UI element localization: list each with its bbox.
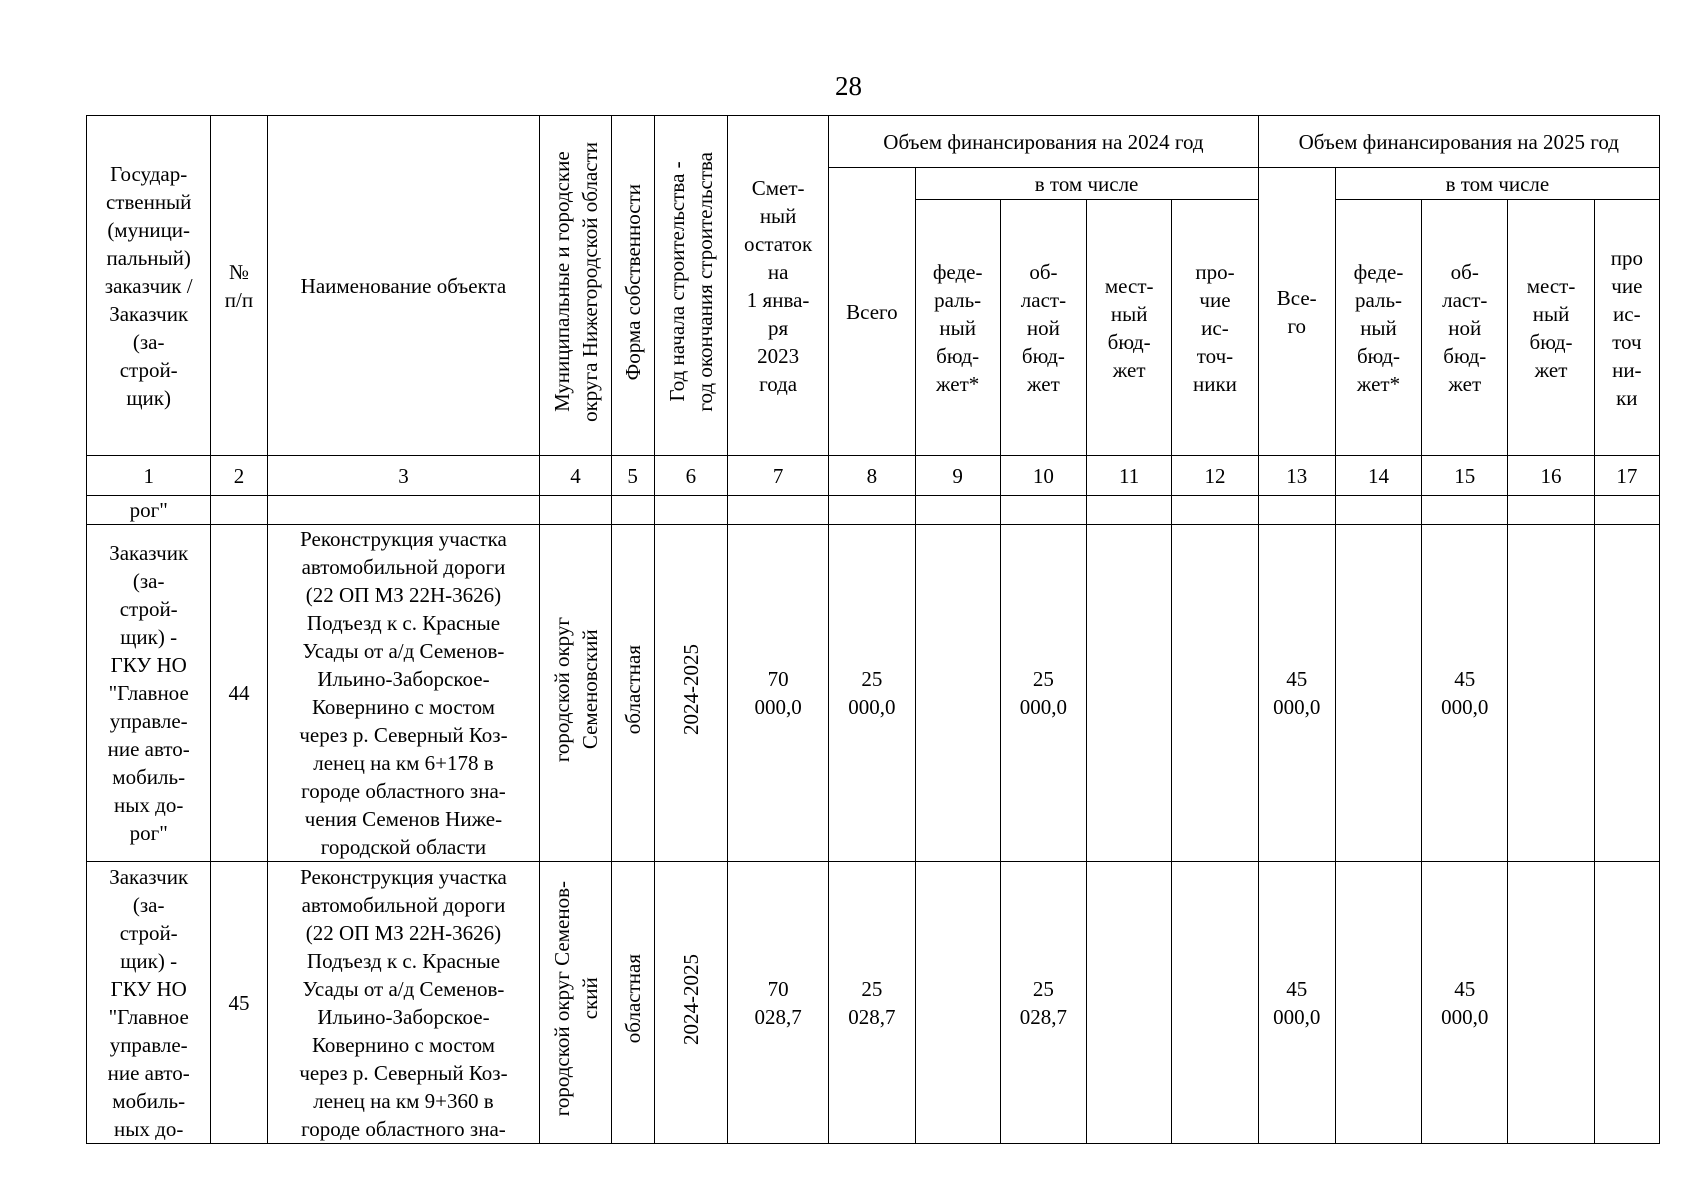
header-federal-2024: феде- раль- ный бюд- жет*: [915, 200, 1000, 456]
column-number: 2: [211, 456, 267, 496]
continuation-row: [87, 496, 1660, 525]
header-other-2025: про чие ис- точ ни- ки: [1594, 200, 1659, 456]
column-number: 6: [654, 456, 727, 496]
empty-cell: [1422, 496, 1508, 525]
header-municipality-text: Муниципальные и городские округа Нижегородской области: [549, 142, 602, 422]
row-federal-2025: [1335, 862, 1421, 1144]
row-customer: Заказчик (за- строй- щик) - ГКУ НО "Главное управле- ние авто- мобиль- ных до-: [87, 862, 211, 1144]
empty-cell: [1594, 496, 1659, 525]
row-ownership: [611, 525, 654, 862]
row-other-2024: [1172, 862, 1258, 1144]
row-other-2025: [1594, 525, 1659, 862]
header-customer: Государ- ственный (муници- пальный) заказчик / Заказчик (за- строй- щик): [87, 116, 211, 456]
row-num: 44: [211, 525, 267, 862]
header-federal-2025: феде- раль- ный бюд- жет*: [1335, 200, 1421, 456]
row-object-name: Реконструкция участка автомобильной дороги (22 ОП МЗ 22Н-3626) Подъезд к с. Красные Усады от а/д Семенов- Ильино-Заборское- Ковернино с мостом через р. Северный Коз- ленец на км 6+178 в городе областного зна- чения Семенов Ниже- городской области: [267, 525, 540, 862]
row-municipality: [540, 525, 611, 862]
row-local-2024: [1087, 862, 1172, 1144]
row-years-text: 2024-2025: [678, 644, 703, 735]
header-ownership-text: Форма собственности: [620, 183, 645, 381]
financing-table: [86, 115, 1660, 1144]
empty-cell: [611, 496, 654, 525]
column-number: 17: [1594, 456, 1659, 496]
row-municipality-text: городской округ Семенов- ский: [549, 881, 602, 1117]
row-total-2024: 25 000,0: [829, 525, 915, 862]
column-number: 10: [1000, 456, 1086, 496]
header-num: № п/п: [211, 116, 267, 456]
empty-cell: [915, 496, 1000, 525]
row-estimate: 70 028,7: [727, 862, 828, 1144]
row-regional-2024: 25 028,7: [1000, 862, 1086, 1144]
header-local-2025: мест- ный бюд- жет: [1508, 200, 1594, 456]
header-fin-2024: Объем финансирования на 2024 год: [829, 116, 1258, 168]
row-num: 45: [211, 862, 267, 1144]
column-number: 11: [1087, 456, 1172, 496]
header-total-2025: Все- го: [1258, 168, 1335, 456]
column-number: 9: [915, 456, 1000, 496]
row-ownership-text: областная: [620, 644, 645, 735]
table-body: [87, 496, 1660, 1144]
header-regional-2025: об- ласт- ной бюд- жет: [1422, 200, 1508, 456]
header-local-2024: мест- ный бюд- жет: [1087, 200, 1172, 456]
row-ownership: [611, 862, 654, 1144]
column-number: 15: [1422, 456, 1508, 496]
header-fin-2025: Объем финансирования на 2025 год: [1258, 116, 1659, 168]
header-municipality: [540, 116, 611, 456]
row-local-2024: [1087, 525, 1172, 862]
header-including-2025: в том числе: [1335, 168, 1659, 200]
row-federal-2024: [915, 862, 1000, 1144]
empty-cell: [727, 496, 828, 525]
column-number: 4: [540, 456, 611, 496]
table-header: [87, 116, 1660, 496]
column-number: 3: [267, 456, 540, 496]
row-local-2025: [1508, 862, 1594, 1144]
header-estimate: Смет- ный остаток на 1 янва- ря 2023 года: [727, 116, 828, 456]
empty-cell: [1172, 496, 1258, 525]
column-number: 14: [1335, 456, 1421, 496]
row-total-2024: 25 028,7: [829, 862, 915, 1144]
column-number: 5: [611, 456, 654, 496]
empty-cell: [1258, 496, 1335, 525]
empty-cell: [211, 496, 267, 525]
column-number: 16: [1508, 456, 1594, 496]
header-years-text: Год начала строительства - год окончания строительства: [664, 152, 717, 412]
row-regional-2024: 25 000,0: [1000, 525, 1086, 862]
header-object-name: Наименование объекта: [267, 116, 540, 456]
column-number: 8: [829, 456, 915, 496]
header-total-2024: Всего: [829, 168, 915, 456]
continuation-text: рог": [87, 496, 211, 525]
row-years-text: 2024-2025: [678, 953, 703, 1045]
header-ownership: [611, 116, 654, 456]
row-federal-2025: [1335, 525, 1421, 862]
row-years: [654, 862, 727, 1144]
column-number: 7: [727, 456, 828, 496]
column-number-row: [87, 456, 1660, 496]
row-object-name: Реконструкция участка автомобильной дороги (22 ОП МЗ 22Н-3626) Подъезд к с. Красные Усады от а/д Семенов- Ильино-Заборское- Ковернино с мостом через р. Северный Коз- ленец на км 9+360 в городе областного зна-: [267, 862, 540, 1144]
empty-cell: [267, 496, 540, 525]
row-total-2025: 45 000,0: [1258, 525, 1335, 862]
row-years: [654, 525, 727, 862]
empty-cell: [1508, 496, 1594, 525]
column-number: 13: [1258, 456, 1335, 496]
empty-cell: [1335, 496, 1421, 525]
row-federal-2024: [915, 525, 1000, 862]
empty-cell: [540, 496, 611, 525]
row-regional-2025: 45 000,0: [1422, 862, 1508, 1144]
header-including-2024: в том числе: [915, 168, 1258, 200]
column-number: 1: [87, 456, 211, 496]
column-number: 12: [1172, 456, 1258, 496]
row-ownership-text: областная: [620, 954, 645, 1044]
header-years: [654, 116, 727, 456]
header-other-2024: про- чие ис- точ- ники: [1172, 200, 1258, 456]
row-local-2025: [1508, 525, 1594, 862]
empty-cell: [654, 496, 727, 525]
header-regional-2024: об- ласт- ной бюд- жет: [1000, 200, 1086, 456]
row-municipality-text: городской округ Семеновский: [549, 616, 602, 763]
row-total-2025: 45 000,0: [1258, 862, 1335, 1144]
row-estimate: 70 000,0: [727, 525, 828, 862]
row-other-2024: [1172, 525, 1258, 862]
empty-cell: [1087, 496, 1172, 525]
empty-cell: [829, 496, 915, 525]
page-number: 28: [835, 71, 862, 101]
table-row: [87, 862, 1660, 1144]
table-row: [87, 525, 1660, 862]
row-customer: Заказчик (за- строй- щик) - ГКУ НО "Главное управле- ние авто- мобиль- ных до- рог": [87, 525, 211, 862]
row-municipality: [540, 862, 611, 1144]
empty-cell: [1000, 496, 1086, 525]
row-regional-2025: 45 000,0: [1422, 525, 1508, 862]
row-other-2025: [1594, 862, 1659, 1144]
